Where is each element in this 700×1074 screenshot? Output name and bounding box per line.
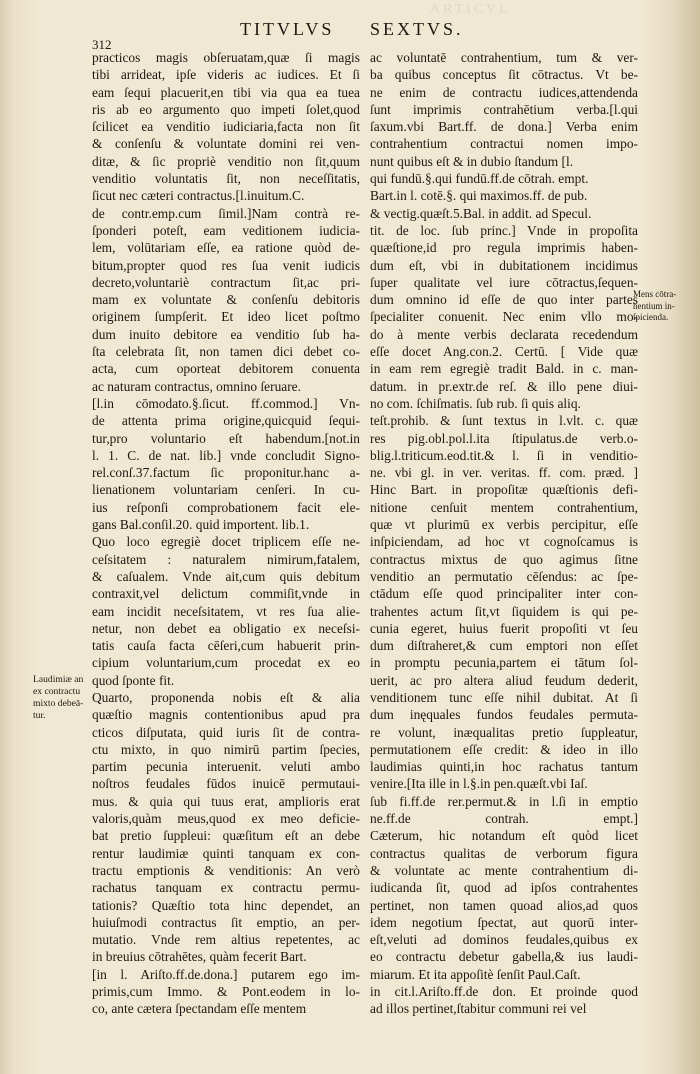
text-line: uerit, ac pro altera aliud feudum dederit,	[370, 672, 638, 688]
text-line: tibi arrideat, ipſe videris ac iudices. Et ſi	[92, 67, 360, 83]
text-line: teſt.prohib. & ſunt textus in l.vlt. c. quæ	[370, 413, 638, 429]
text-line: ad illos pertinet,ſtabitur communi rei vel	[370, 1001, 587, 1017]
left-margin-note	[33, 674, 89, 722]
text-line: ctu mixto, in quo nimirū partim ſpecies,	[92, 741, 360, 757]
text-line: ſuper qualitate vel iure cōtractus,ſequen-	[370, 274, 638, 290]
text-line: tatis cauſa facta cēſeri,cum habuerit prin-	[92, 638, 360, 654]
text-line: ba quibus conceptus ſit cōtractus. Vt be-	[370, 67, 638, 83]
text-line: blig.l.triticum.eod.tit.& l. ſi in venditio-	[370, 447, 638, 463]
text-line: mus. & quia qui tuus erat, amplioris erat	[92, 793, 360, 809]
text-line: ac voluntatē contrahentium, tum & ver-	[370, 50, 638, 65]
running-title-right: SEXTVS.	[370, 19, 464, 39]
text-line: cunia egeret, huius fuerit propoſiti vt ſeu	[370, 620, 638, 636]
text-line: miarum. Et ita appoſitè ſenſit Paul.Caſt.	[370, 966, 581, 982]
show-through-text: ARTICVL	[430, 2, 511, 17]
margin-note-line: hentium in-	[633, 300, 675, 311]
text-line: in breuius cōtrahētes, quàm fecerit Bart.	[92, 949, 307, 965]
text-line: & voluntate ac mente contrahentium di-	[370, 862, 638, 878]
text-line: contractus mixtus de quo agimus ſitne	[370, 551, 638, 567]
text-line: gans Bal.conſil.20. quid importent. lib.1.	[92, 517, 310, 533]
text-line: ſicut nec cæteri contractus.[l.inuitum.C.	[92, 188, 305, 204]
text-line: cticos diſputata, quid iuris ſit de contra-	[92, 724, 360, 740]
text-line: eo contractu debetur gabella,& ius laudi-	[370, 949, 638, 965]
text-line: ctādum eſſe quod principaliter inter con-	[370, 586, 638, 602]
text-line: partim pecunia interuenit. veluti ambo	[92, 759, 360, 775]
text-line: dum omnino id eſſe de quo inter partes	[370, 292, 638, 308]
text-line: ceſsitatem : naturalem nimirum,fatalem,	[92, 551, 360, 567]
text-line: tur,pro voluntario eſt habendum.[not.in	[92, 430, 360, 446]
text-line: Bart.in l. cotē.§. qui maximos.ff. de pub.	[370, 188, 588, 204]
text-line: de contr.emp.cum ſimil.]Nam contrà re-	[92, 205, 360, 221]
text-line: contractus qualitas de verborum figura	[370, 845, 638, 861]
text-line: ſpecialiter conuenit. Nec enim vllo mo-	[370, 309, 638, 325]
text-line: in promptu pecunia,partem ei tātum ſol-	[370, 655, 638, 671]
text-line: eam ſequi placuerit,en tibi via qua ea tuea	[92, 84, 360, 100]
text-line: Hinc Bart. in propoſitæ quæſtionis defi-	[370, 482, 638, 498]
text-line: nunt quibus eſt & in dubio ſtandum [l.	[370, 153, 574, 169]
text-line: ne enim de contractu iudices,attendenda	[370, 84, 638, 100]
text-line: mutatio. Vnde rem altius repetentes, ac	[92, 932, 360, 948]
text-line: primis,cum Immo. & Pont.eodem in lo-	[92, 984, 360, 1000]
text-line: quæ vt plurimū ex verbis percipitur, eſſe	[370, 517, 638, 533]
text-line: contrahentium contractui nomen impo-	[370, 136, 638, 152]
text-line: bitum,propter quod res ſua venit iudicis	[92, 257, 360, 273]
text-line: & conſenſu & voluntate domini rei ven-	[92, 136, 360, 152]
text-line: ſaxum.vbi Bart.ff. de dona.] Verba enim	[370, 119, 638, 135]
text-line: noſtros feudales fūdos inuicē permutaui-	[92, 776, 360, 792]
text-line: Quarto, proponenda nobis eſt & alia	[92, 689, 360, 705]
text-line: originem ſumpſerit. Et ideo licet poſtmo	[92, 309, 360, 325]
text-line: huiuſmodi contractus ſit emptio, an per-	[92, 914, 360, 930]
text-line: venditio voluntatis ſit, non neceſſitatis,	[92, 171, 360, 187]
left-text-column	[92, 49, 360, 1018]
text-line: de attenta prima origine,quicquid ſequi-	[92, 413, 360, 429]
text-line: & vectig.quæſt.5.Bal. in addit. ad Specul.	[370, 205, 592, 221]
text-line: ris ab eo argumento quo impeti ſolet,quod	[92, 101, 360, 117]
text-line: quæſtione,id pro regula imprimis haben-	[370, 240, 638, 256]
text-line: venditionem tunc eſſe nihil dubitat. At ſi	[370, 689, 638, 705]
margin-note-line: mixto debeā-	[33, 698, 84, 709]
text-line: do à mente verbis declarata recedendum	[370, 326, 638, 342]
text-line: dum diſtraheret,& cum emptori non eſſet	[370, 638, 638, 654]
text-line: contraxit,vel delictum commiſit,vnde in	[92, 586, 360, 602]
text-line: qui fundū.§.qui fundū.ff.de cōtrah. empt.	[370, 171, 589, 187]
page-number: 312	[92, 37, 112, 52]
running-title-left: TITVLVS	[240, 19, 335, 39]
margin-note-line: Laudimiæ an	[33, 674, 84, 685]
margin-note-line: Mens cōtra-	[633, 289, 677, 299]
text-line: & caſualem. Vnde ait,cum quis debitum	[92, 568, 360, 584]
text-line: eſſe docet Ang.con.2. Certū. [ Vide quæ	[370, 344, 638, 360]
text-line: ne.ff.de contrah. empt.]	[370, 811, 638, 827]
text-line: acta, cum oporteat debitorem conuenta	[92, 361, 360, 377]
text-line: rentur laudimiæ quinti tanquam ex con-	[92, 845, 360, 861]
text-line: tationis? Quæſtio tota hinc dependet, an	[92, 897, 360, 913]
text-line: l. 1. C. de nat. lib.] vnde concludit Signo-	[92, 447, 360, 463]
text-line: venditio an permutatio cēſendus: ac ſpe-	[370, 568, 638, 584]
text-line: quod ſponte fit.	[92, 672, 175, 688]
text-line: datum. in pr.extr.de reſ. & illo pene diui-	[370, 378, 638, 394]
text-line: permutationem eſſe credit: & ideo in illo	[370, 741, 638, 757]
text-line: tit. de loc. ſub princ.] Vnde in propoſita	[370, 222, 638, 238]
text-line: ſta celebrata ſit, non tamen dici debet co-	[92, 344, 360, 360]
text-line: idem negotium ſpectat, aut quorū inter-	[370, 914, 638, 930]
text-line: [l.in cōmodato.§.ſicut. ff.commod.] Vn-	[92, 395, 360, 411]
text-line: ſcilicet ea venditio iudiciaria,facta non ſit	[92, 119, 360, 135]
margin-note-line: ex contractu	[33, 686, 81, 697]
text-line: bat pretio ſuppleui: quæſitum eſt an debe	[92, 828, 360, 844]
text-line: lem, volūtariam eſſe, ea ratione quòd de-	[92, 240, 360, 256]
text-line: trahentes actum ſit,vt ſiquidem is qui pe-	[370, 603, 638, 619]
margin-note-line: tur.	[33, 710, 46, 721]
text-line: in eam rem egregiè tradit Bald. in c. man-	[370, 361, 638, 377]
text-line: ſub fi.ff.de rer.permut.& in l.ſi in emptio	[370, 793, 638, 809]
text-line: re volunt, inæqualitas pretio ſuppleatur,	[370, 724, 638, 740]
text-line: eſt,veluti ad dominos feudales,quibus ex	[370, 932, 638, 948]
text-line: cipium voluntarium,cum procedat ex eo	[92, 655, 360, 671]
text-line: no com. ſchiſmatis. ſub rub. ſi quis aliq.	[370, 395, 581, 411]
text-line: Quo loco egregiè docet triplicem eſſe ne-	[92, 534, 360, 550]
text-line: iudicanda ſit, quod ad ipſos contrahentes	[370, 880, 638, 896]
text-line: ſunt imprimis contrahētium verba.[l.qui	[370, 101, 638, 117]
text-line: nitione cenſuit mentem contrahentium,	[370, 499, 638, 515]
text-line: eam incidit neceſsitatem, vt res ſua alie-	[92, 603, 360, 619]
text-line: venire.[Ita ille in l.§.in pen.quæſt.vbi Iaſ.	[370, 776, 588, 792]
text-line: laudimias quinti,in hoc rachatus tantum	[370, 759, 638, 775]
right-margin-note	[633, 289, 693, 324]
text-line: ius reſponſi comprobationem facit ele-	[92, 499, 360, 515]
text-line: pertinet, non tamen quoad alios,ad quos	[370, 897, 638, 913]
text-line: practicos magis obſeruatam,quæ ſi magis	[92, 50, 360, 65]
running-header	[90, 19, 635, 52]
text-line: dum eſt, vbi in dubitationem incidimus	[370, 257, 638, 273]
text-line: decreto,voluntariè contractum ſit,ac pri-	[92, 274, 360, 290]
text-line: netur, non debet ea obligatio ex neceſsi-	[92, 620, 360, 636]
text-line: in cit.l.Ariſto.ff.de don. Et proinde quod	[370, 984, 638, 1000]
text-line: valoris,quàm meus,quod ex meo deficie-	[92, 811, 360, 827]
text-line: tractu emptionis & venditionis: An verò	[92, 862, 360, 878]
text-line: Cæterum, hic notandum eſt quòd licet	[370, 828, 638, 844]
text-line: dum inuito debitore ea venditio ſub ha-	[92, 326, 360, 342]
text-line: res pig.obl.pol.l.ita ſtipulatus.de verb.o-	[370, 430, 638, 446]
text-line: [in l. Ariſto.ff.de.dona.] putarem ego im-	[92, 966, 360, 982]
text-line: ſponderi poteſt, eam veditionem iudicia-	[92, 222, 360, 238]
text-line: ne. vbi gl. in ver. veritas. ff. com. præd. ]	[370, 465, 638, 481]
text-line: lienationem voluntariam cenſeri. In cu-	[92, 482, 360, 498]
text-line: rel.conſ.37.factum ſic proponitur.hanc a-	[92, 465, 360, 481]
margin-note-line: ſpicienda.	[633, 312, 669, 322]
right-text-column	[370, 49, 638, 1018]
text-line: mam ex voluntate & conſenſu debitoris	[92, 292, 360, 308]
text-line: rachatus tanquam ex contractu permu-	[92, 880, 360, 896]
text-line: ditæ, & ſic propriè venditio non ſit,quum	[92, 153, 360, 169]
text-line: ac naturam contractus, omnino ſeruare.	[92, 378, 301, 394]
text-line: inſpiciendam, ad hoc vt cognoſcamus is	[370, 534, 638, 550]
text-line: dum inęquales fundos feudales permuta-	[370, 707, 638, 723]
text-line: quæſtio magnis contentionibus apud pra	[92, 707, 360, 723]
text-line: co, ante cætera ſpectandam eſſe mentem	[92, 1001, 307, 1017]
